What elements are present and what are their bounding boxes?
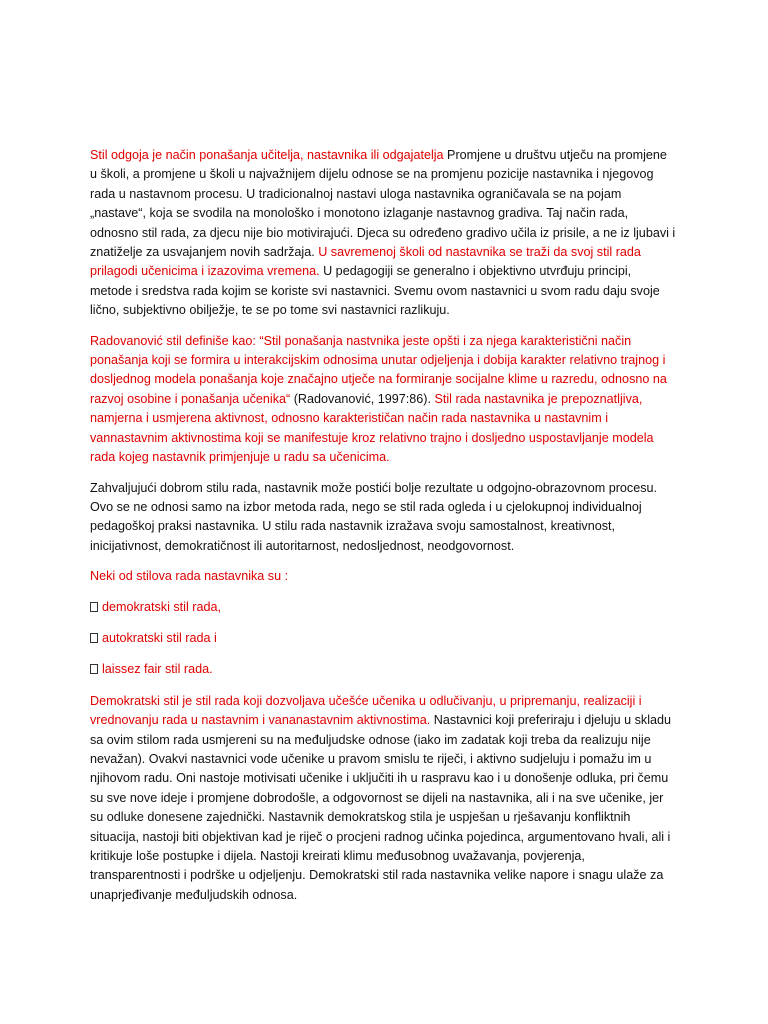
paragraph-intro-text: Promjene u društvu utječu na promjene u školi, a promjene u školi u najvažnijem dijelu odnose se na promjenu pozicije nastavnika i njegovog rada u nastavnom procesu. U tradicionalnoj nastavi uloga nastavnika ograničavala se na pojam „nastave“, koja se svodila na monološko i monotono izlaganje nastavnog gradiva. Taj način rada, odnosno stil rada, za djecu nije bio motivirajući. Djeca su određeno gradivo učila iz prisile, a ne iz ljubavi i znatiželje za usvajanjem novih sadržaja. <box>90 148 676 260</box>
list-item-label: laissez fair stil rada. <box>102 662 213 677</box>
list-item <box>90 629 676 648</box>
paragraph-intro <box>90 146 676 321</box>
list-heading: Neki od stilova rada nastavnika su : <box>90 569 289 584</box>
paragraph-definition <box>90 332 676 468</box>
list-item <box>90 660 676 679</box>
paragraph-definition-citation: (Radovanović, 1997:86). <box>290 391 431 406</box>
paragraph-democratic-text: Nastavnici koji preferiraju i djeluju u skladu sa ovim stilom rada usmjereni su na međuljudske odnose (iako im zadatak koji treba da realizuju nije nevažan). Ovakvi nastavnici vode učenike u pravom smislu te riječi, i aktivno sudjeluju i pomažu im u njihovom radu. Oni nastoje motivisati učenike i uključiti ih u raspravu kao i u donošenje odluka, pri čemu su sve nove ideje i promjene dobrodošle, a odgovornost se dijeli na nastavnika, ali i na sve učenike, jer su odluke donesene zajednički. Nastavnik demokratskog stila je uspješan u rješavanju konfliktnih situacija, nastoji biti objektivan kad je riječ o procjeni radnog učinka pojedinca, argumentovano hvali, ali i kritikuje loše postupke i dijela. Nastoji kreirati klimu međusobnog uvažavanja, povjerenja, transparentnosti i podrške u odjeljenju. Demokratski stil rada nastavnika velike napore i snagu ulaže za unaprjeđivanje međuljudskih odnosa. <box>90 713 672 902</box>
paragraph-definition-quote: Radovanović stil definiše kao: “Stil ponašanja nastvnika jeste opšti i za njega karakteristični način ponašanja koji se formira u interakcijskim odnosima unutar odjeljenja i dobija karakter relativno trajnog i dosljednog modela ponašanja koje značajno utječe na formiranje socijalne klime u razredu, odnosno na razvoj osobine i ponašanja učenika“ <box>90 333 667 406</box>
paragraph-democratic <box>90 692 676 905</box>
list-item-label: autokratski stil rada i <box>102 630 217 645</box>
list-item <box>90 598 676 617</box>
paragraph-intro-highlight: U savremenoj školi od nastavnika se traži da svoj stil rada prilagodi učenicima i izazovima vremena. <box>90 245 641 279</box>
document-body <box>90 146 676 916</box>
paragraph-benefits <box>90 479 676 557</box>
paragraph-definition-highlight: Stil rada nastavnika je prepoznatljiva, namjerna i usmjerena aktivnost, odnosno karakterističan način rada nastavnika u nastavnim i vannastavnim aktivnostima koji se manifestuje kroz relativno trajno i dosljedno uspostavljanje modela rada kojeg nastavnik primjenjuje u radu sa učenicima. <box>90 391 654 465</box>
paragraph-benefits-text: Zahvaljujući dobrom stilu rada, nastavnik može postići bolje rezultate u odgojno-obrazovnom procesu. Ovo se ne odnosi samo na izbor metoda rada, nego se stil rada ogleda i u cjelokupnoj individualnoj pedagoškoj praksi nastavnika. U stilu rada nastavnik izražava svoju samostalnost, kreativnost, inicijativnost, demokratičnost ili autoritarnost, nedosljednost, neodgovornost. <box>90 480 658 553</box>
paragraph-intro-text-end: U pedagogiji se generalno i objektivno utvrđuju principi, metode i sredstva rada kojim se koriste svi nastavnici. Svemu ovom nastavnici u svom radu daju svoje lično, subjektivno obilježje, te se po tome svi nastavnici razlikuju. <box>90 264 660 318</box>
paragraph-intro-heading: Stil odgoja je način ponašanja učitelja, nastavnika ili odgajatelja <box>90 148 444 162</box>
bullet-box-icon <box>90 602 98 612</box>
list-item-label: demokratski stil rada, <box>102 599 221 614</box>
paragraph-democratic-heading: Demokratski stil je stil rada koji dozvoljava učešće učenika u odlučivanju, u pripremanju, realizaciji i vrednovanju rada u nastavnim i vananastavnim aktivnostima. <box>90 693 642 728</box>
bullet-box-icon <box>90 664 98 674</box>
bullet-box-icon <box>90 633 98 643</box>
